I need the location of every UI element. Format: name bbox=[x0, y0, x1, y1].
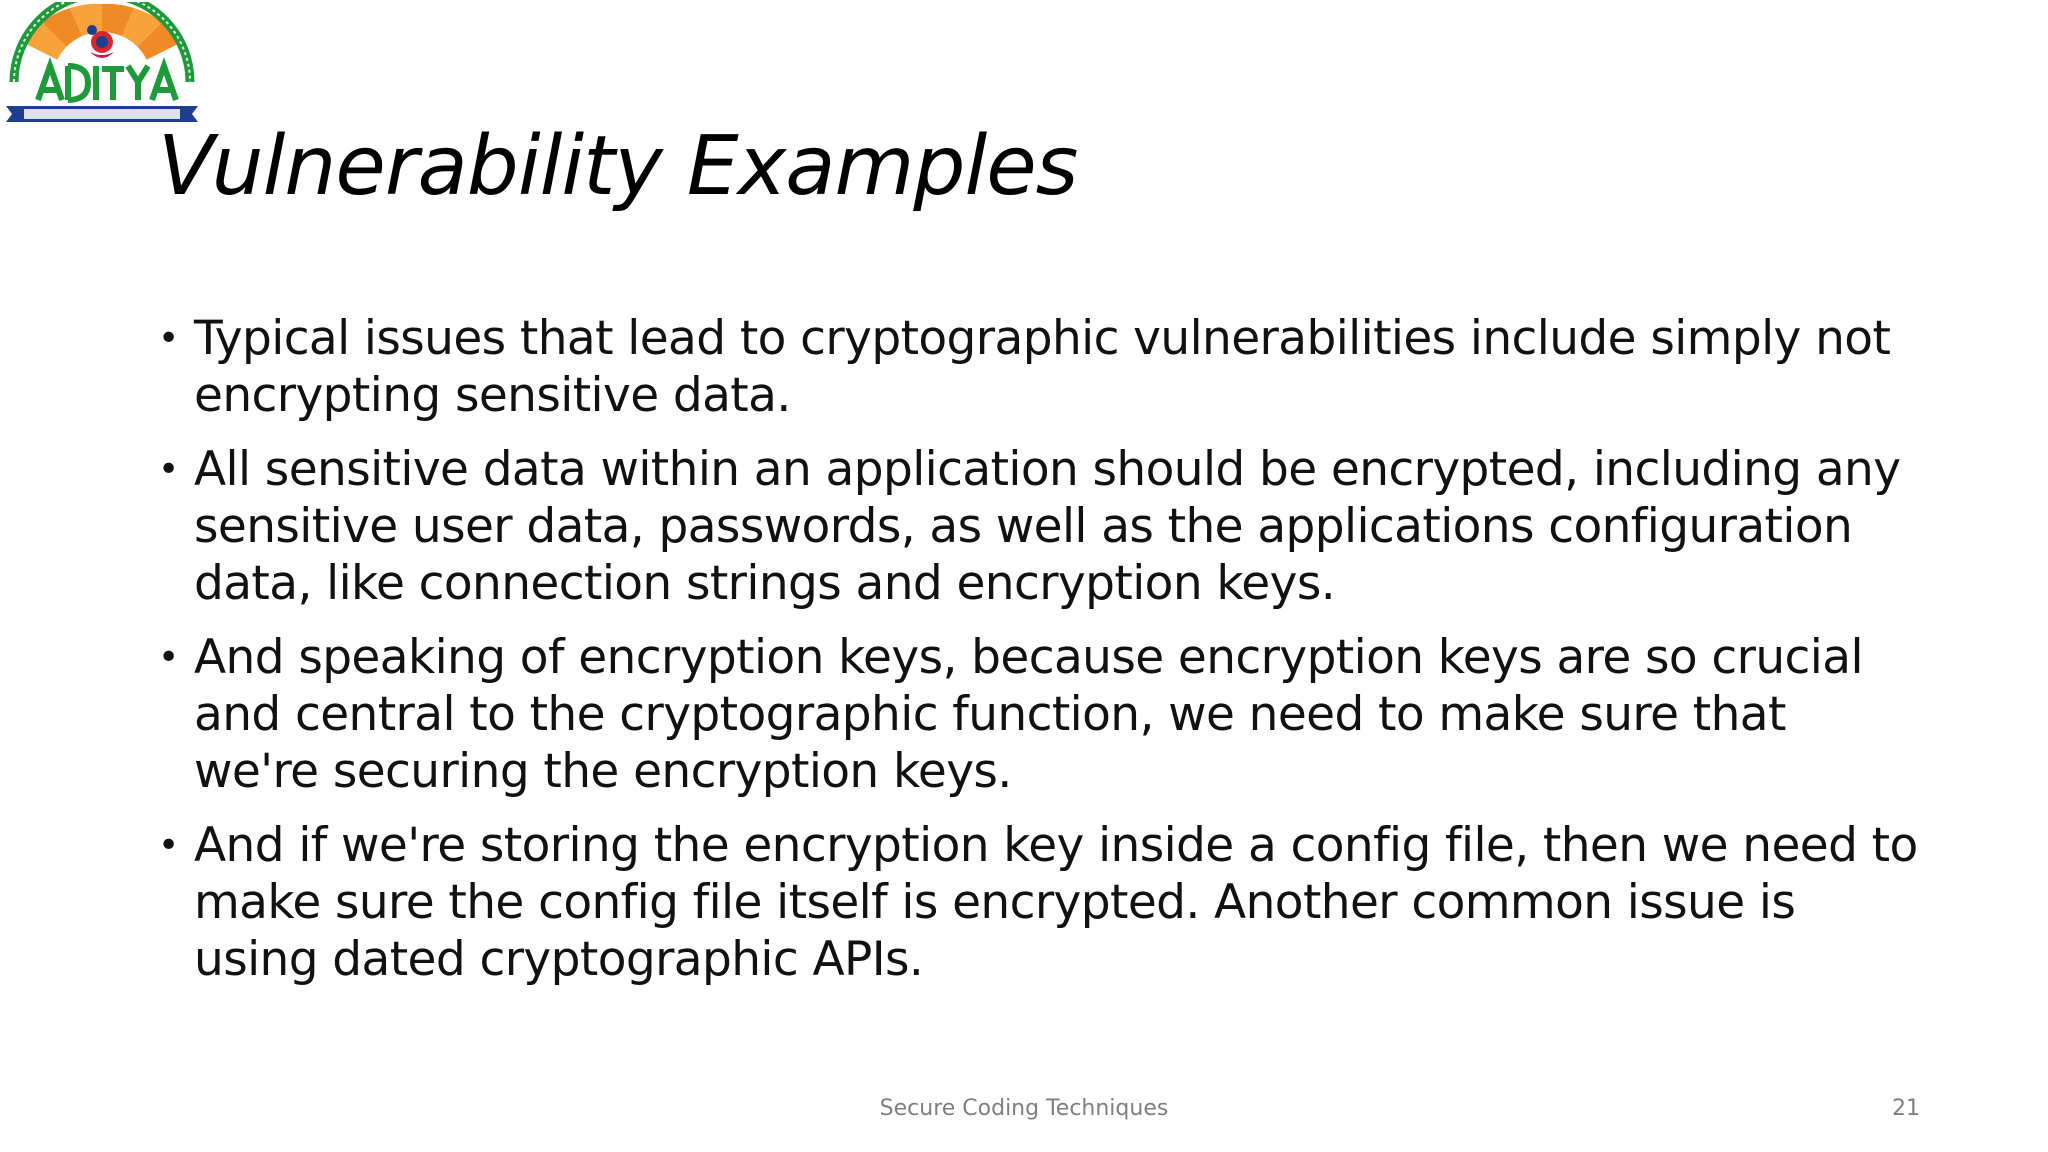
footer-text: Secure Coding Techniques bbox=[879, 1096, 1169, 1121]
bullet-text: Typical issues that lead to cryptographic vulnerabilities include simply not encrypting sensitive data. bbox=[194, 311, 1891, 423]
list-item bbox=[158, 629, 1918, 800]
slide-title: Vulnerability Examples bbox=[158, 119, 1078, 214]
college-emblem-icon bbox=[2, 2, 202, 126]
list-item bbox=[158, 441, 1918, 612]
page-number: 21 bbox=[1892, 1096, 1920, 1121]
list-item bbox=[158, 310, 1918, 424]
bullet-text: And speaking of encryption keys, because encryption keys are so crucial and central to the cryptographic function, we need to make sure that we're securing the encryption keys. bbox=[194, 630, 1863, 799]
list-item bbox=[158, 817, 1918, 988]
bullet-icon: • bbox=[158, 825, 179, 866]
bullet-list bbox=[158, 310, 1918, 1005]
bullet-text: And if we're storing the encryption key inside a config file, then we need to make sure the config file itself is encrypted. Another common issue is using dated cryptographic APIs. bbox=[194, 818, 1918, 987]
bullet-icon: • bbox=[158, 318, 179, 359]
bullet-icon: • bbox=[158, 449, 179, 490]
bullet-icon: • bbox=[158, 637, 179, 678]
bullet-text: All sensitive data within an application should be encrypted, including any sensitive user data, passwords, as well as the applications configuration data, like connection strings and encryption keys. bbox=[194, 442, 1901, 611]
